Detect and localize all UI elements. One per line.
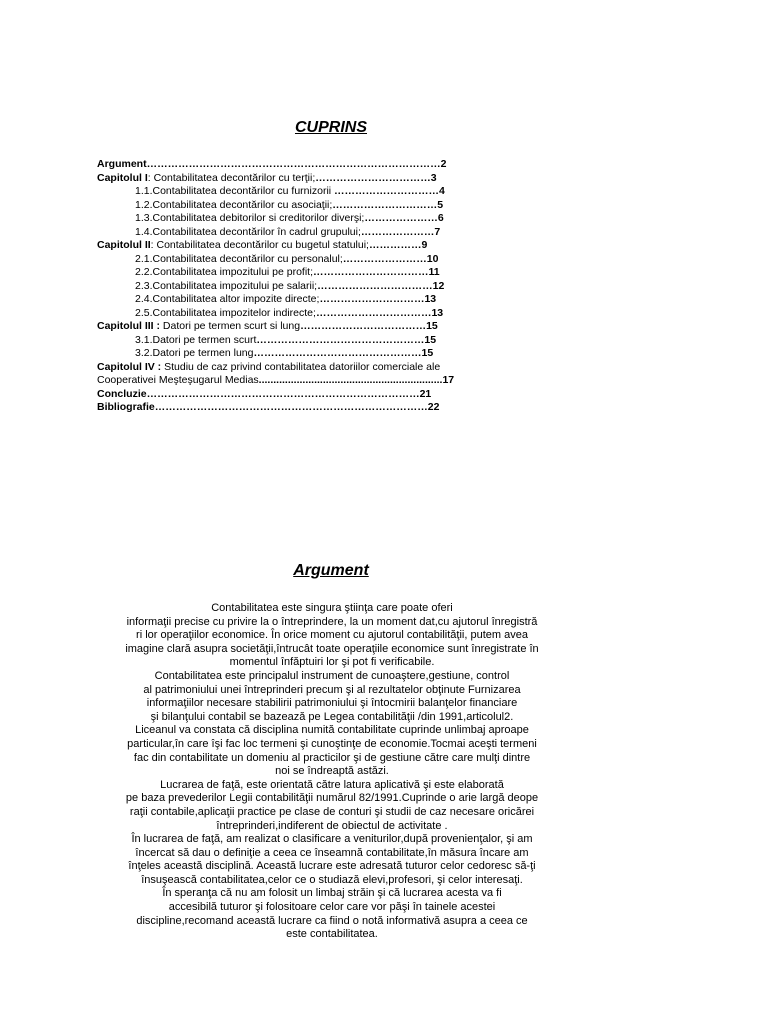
toc-entry	[97, 266, 517, 280]
toc-entry-text: 2.1.Contabilitatea decontărilor cu personalul;	[135, 252, 343, 265]
toc-entry-page: 15	[421, 347, 434, 359]
toc-entry-leader: ……………	[368, 239, 422, 251]
toc-entry-text: 1.1.Contabilitatea decontărilor cu furnizorii	[135, 185, 332, 197]
toc-entry-leader: …………………	[360, 225, 435, 238]
argument-line: noi se îndreaptă astăzi.	[275, 765, 389, 778]
argument-line: ri lor operaţiilor economice. În orice moment cu ajutorul contabilităţii, putem avea	[136, 629, 528, 642]
toc-entry-text: 1.2.Contabilitatea decontărilor cu asociaţii;	[135, 198, 333, 211]
argument-line: încercat să dau o definiţie a ceea ce înseamnă contabilitate,în măsura încare am	[135, 846, 529, 859]
toc-entry-page: 15	[426, 320, 438, 332]
toc-entry	[97, 199, 517, 213]
toc-entry-text: Datori pe termen scurt si lung	[160, 320, 301, 332]
toc-entry	[97, 361, 517, 375]
toc-entry-text: 2.5.Contabilitatea impozitelor indirecte;	[135, 306, 316, 319]
toc-entry-text: 1.3.Contabilitatea debitorilor si creditorilor diverşi;	[135, 212, 365, 224]
toc-title: CUPRINS	[294, 119, 367, 136]
toc-entry	[97, 158, 517, 172]
toc-entry-label: Capitolul IV :	[97, 360, 162, 373]
argument-line: particular,în care îşi fac loc termeni şi cunoştinţe de economie.Tocmai aceşti termeni	[127, 737, 537, 750]
toc-entry-text: 2.3.Contabilitatea impozitului pe salarii;	[135, 279, 318, 292]
toc-entry-page: 9	[421, 239, 428, 251]
argument-line: imagine clară asupra societăţii,întrucât toate operaţiile economice sunt înregistrate în	[125, 642, 539, 655]
toc-entry-page: 10	[426, 252, 439, 265]
toc-entry-leader: …………………………	[319, 293, 425, 305]
argument-line: al patrimoniului unei întreprinderi precum şi al rezultatelor obţinute Furnizarea	[143, 683, 521, 696]
toc-entry-text: Cooperativei Meşteşugarul Medias	[97, 374, 259, 386]
toc-entry	[97, 239, 517, 253]
toc-entry-leader: ……………………………	[315, 171, 431, 184]
argument-line: este contabilitatea.	[286, 928, 378, 941]
toc-entry-leader: …………………	[364, 212, 438, 224]
toc-entry-page: 22	[427, 401, 440, 413]
toc-entry-page: 4	[439, 185, 445, 197]
argument-line: şi bilanţului contabil se bazează pe Legea contabilităţii /din 1991,articolul2.	[150, 710, 514, 723]
argument-line: Liceanul va constata că disciplina numită contabilitate cuprinde unlimbaj aproape	[135, 724, 529, 737]
toc-entry-label: Capitolul III :	[97, 320, 160, 332]
toc-entry-leader: ……………………………………………………………………	[154, 401, 428, 413]
toc-entry	[97, 293, 517, 307]
toc-entry	[97, 226, 517, 240]
toc-entry-text: 2.2.Contabilitatea impozitului pe profit;	[135, 266, 314, 278]
toc-entry-leader: ……………………………………………………………………	[146, 387, 420, 400]
toc-entry-leader: ……………………………	[315, 306, 432, 319]
toc-entry	[97, 347, 517, 361]
toc-entry-text: : Contabilitatea decontărilor cu bugetul statului;	[150, 239, 369, 251]
toc-entry	[97, 388, 517, 402]
toc-entry-page: 11	[428, 266, 440, 278]
toc-entry	[97, 172, 517, 186]
argument-line: Contabilitatea este principalul instrument de cunoaştere,gestiune, control	[154, 669, 510, 682]
toc-entry-text: 3.1.Datori pe termen scurt	[135, 333, 257, 346]
argument-line: informaţii precise cu privire la o întreprindere, la un moment dat,cu ajutorul înregistră	[126, 615, 538, 628]
toc-entry-text: 3.2.Datori pe termen lung	[135, 347, 254, 359]
argument-line: În speranţa că nu am folosit un limbaj străin şi că lucrarea acesta va fi	[162, 887, 502, 900]
toc-entry-label: Capitolul I	[97, 171, 148, 184]
toc-entry-leader: …………………………………………	[256, 333, 425, 346]
toc-entry-label: Bibliografie	[97, 401, 155, 413]
toc-entry-leader: …………………………………………………………………………	[146, 158, 441, 170]
toc-entry	[97, 212, 517, 226]
toc-entry-leader: …………………………	[332, 198, 438, 211]
toc-entry	[97, 280, 517, 294]
toc-entry-text: Studiu de caz privind contabilitatea datoriilor comerciale ale	[161, 360, 441, 373]
toc-entry-label: Capitolul II	[97, 239, 151, 251]
argument-body	[94, 602, 570, 942]
toc-entry-page: 3	[430, 171, 437, 184]
argument-line: întreprinderi,indiferent de obiectul de activitate .	[216, 819, 448, 832]
argument-line: În lucrarea de faţă, am realizat o clasificare a veniturilor,după provenienţalor, şi am	[131, 833, 533, 846]
argument-line: momentul înfăptuiri lor şi pot fi verificabile.	[229, 656, 435, 669]
toc-entry-leader: ……………………………	[317, 279, 433, 292]
toc-entry-text: : Contabilitatea decontărilor cu terţii;	[147, 171, 316, 184]
toc-entry-leader: …………………………	[331, 185, 440, 197]
toc-entry-leader: ……………………………	[313, 266, 429, 278]
toc-entry-text: 1.4.Contabilitatea decontărilor în cadrul grupului;	[135, 225, 361, 238]
toc-entry	[97, 253, 517, 267]
toc-entry	[97, 334, 517, 348]
argument-line: Contabilitatea este singura ştiinţa care poate oferi	[211, 602, 453, 614]
toc-entry-page: 21	[419, 387, 432, 400]
toc-entry-page: 12	[432, 279, 445, 292]
argument-line: accesibilă tuturor şi folositoare celor care vor păşi în tainele acestei	[168, 901, 496, 914]
argument-line: discipline,recomand această lucrare ca fiind o notă informativă asupra a ceea ce	[136, 914, 528, 927]
argument-title: Argument	[293, 562, 369, 579]
toc-entry	[97, 320, 517, 334]
toc-entry-page: 7	[434, 225, 441, 238]
toc-entry-page: 15	[424, 333, 437, 346]
toc-entry-leader: …………………………………………	[253, 347, 422, 359]
toc-entry	[97, 307, 517, 321]
toc-entry	[97, 401, 517, 415]
toc-entry-page: 17	[442, 374, 455, 386]
toc-entry	[97, 185, 517, 199]
toc-entry-page: 13	[424, 293, 437, 305]
toc-entry-page: 6	[437, 212, 444, 224]
toc-entry	[97, 374, 517, 388]
toc-entry-page: 13	[431, 306, 444, 319]
argument-line: pe baza prevederilor Legii contabilităţii numărul 82/1991.Cuprinde o arie largă deope	[125, 792, 539, 805]
argument-line: Lucrarea de faţă, este orientată către latura aplicativă şi este elaborată	[160, 778, 504, 791]
toc-entry-text: 2.4.Contabilitatea altor impozite directe;	[135, 293, 320, 305]
toc-entry-label: Concluzie	[97, 387, 147, 400]
table-of-contents	[97, 158, 517, 415]
argument-line: informaţiilor necesare stabilirii patrimoniului şi întocmirii balanţelor financiare	[146, 697, 518, 710]
argument-line: înţeles această disciplină. Această lucrare este adresată tuturor celor cedoresc să-ţi	[128, 860, 536, 873]
toc-entry-leader: ...............................................................	[258, 374, 443, 386]
argument-line: însuşească contabilitatea,celor ce o studiază elevi,profesori, şi celor interesaţi.	[141, 873, 523, 886]
toc-entry-label: Argument	[97, 158, 147, 170]
toc-entry-leader: ………………………………	[300, 320, 427, 332]
toc-entry-leader: ……………………	[342, 252, 427, 265]
argument-line: fac din contabilitate un domeniu al practicilor şi de gestiune către care mulţi dintre	[133, 751, 531, 764]
toc-entry-page: 2	[440, 158, 447, 170]
toc-entry-page: 5	[437, 198, 444, 211]
argument-line: raţii contabile,aplicaţii practice pe clase de conturi şi studii de caz necesare oricărei	[129, 805, 535, 818]
